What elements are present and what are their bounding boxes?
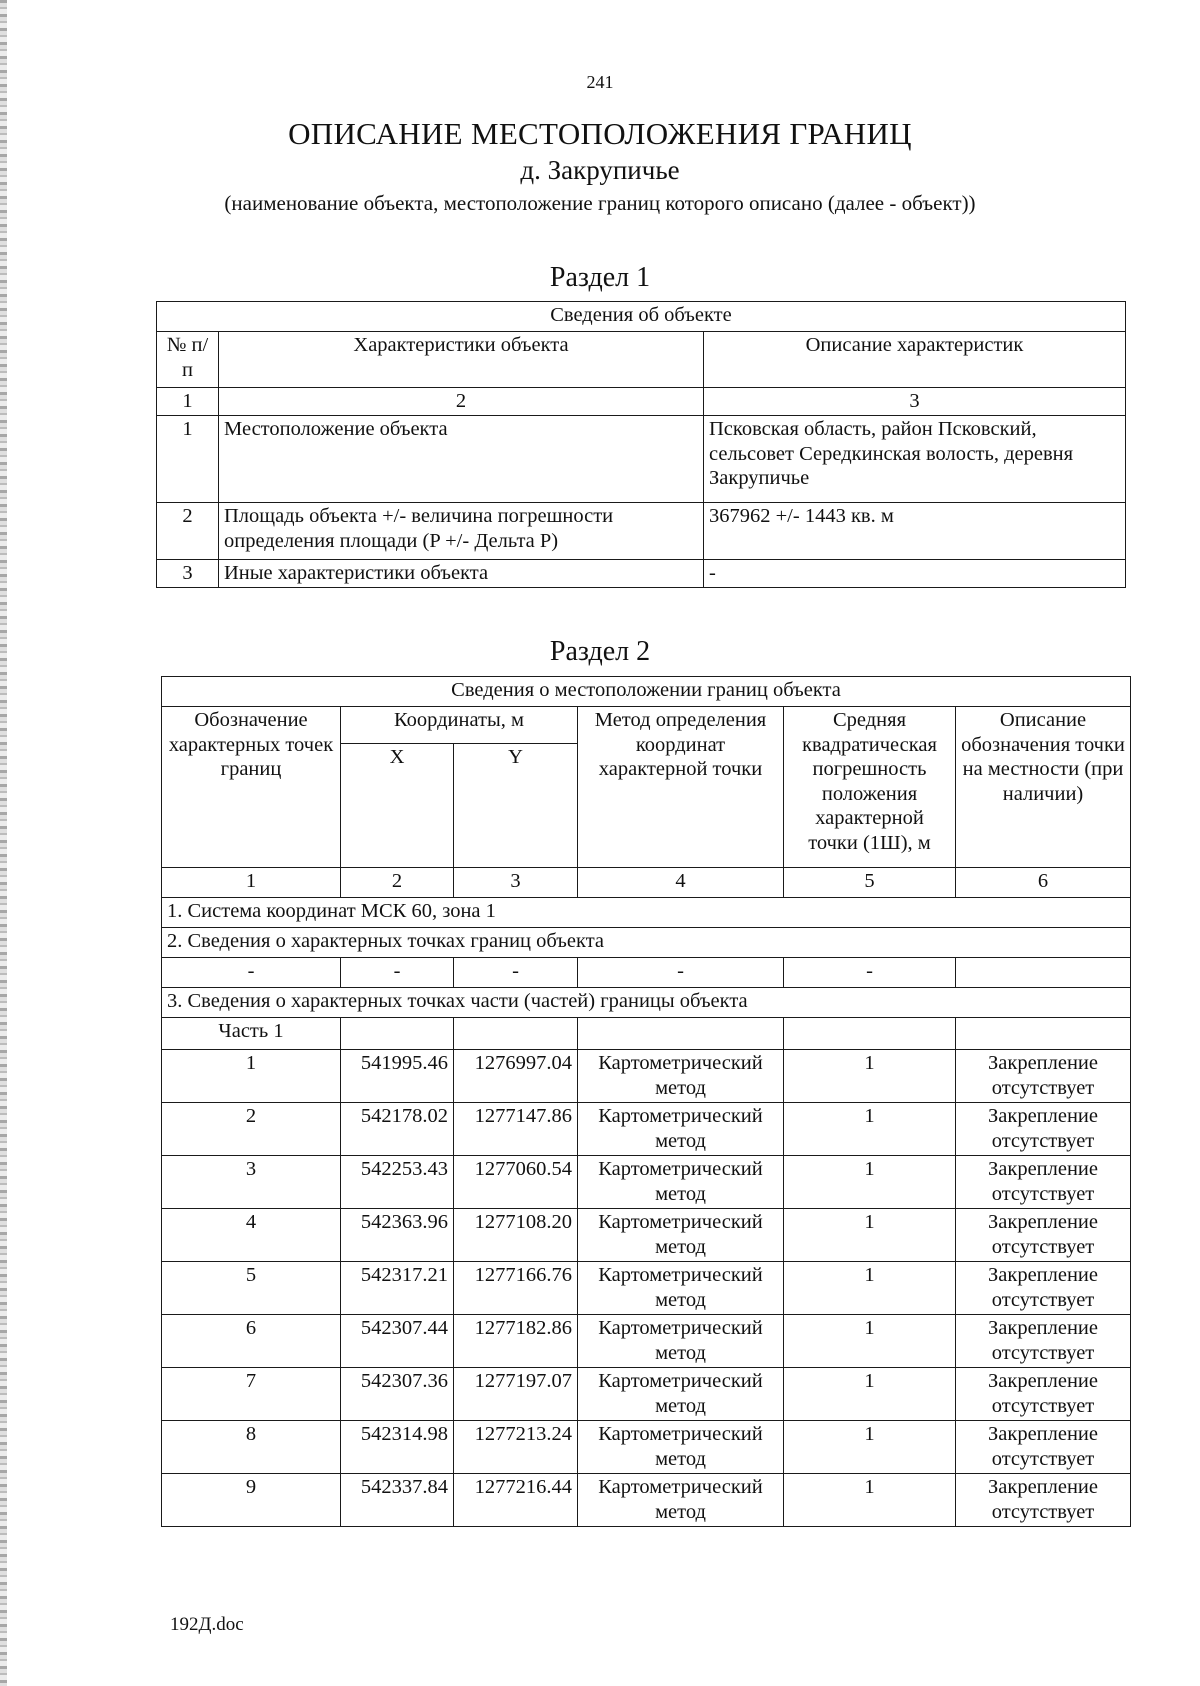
coord-y: 1277213.24 bbox=[454, 1421, 578, 1474]
marking-cell: Закрепление отсутствует bbox=[956, 1050, 1131, 1103]
point-number: 6 bbox=[162, 1315, 341, 1368]
coordinate-system-row: 1. Система координат МСК 60, зона 1 bbox=[162, 898, 1131, 928]
column-number: 1 bbox=[162, 868, 341, 898]
coord-y: 1277197.07 bbox=[454, 1368, 578, 1421]
error-cell: 1 bbox=[784, 1368, 956, 1421]
marking-cell: Закрепление отсутствует bbox=[956, 1474, 1131, 1527]
header-error: Средняя квадратическая погрешность положения характерной точки (1Ш), м bbox=[784, 707, 956, 868]
table-row bbox=[162, 1156, 1131, 1209]
column-number: 3 bbox=[704, 388, 1126, 416]
method-cell: Картометрический метод bbox=[578, 1421, 784, 1474]
coord-x: 542363.96 bbox=[341, 1209, 454, 1262]
empty-cell bbox=[341, 1018, 454, 1050]
table-row bbox=[162, 1474, 1131, 1527]
coord-x: 542253.43 bbox=[341, 1156, 454, 1209]
table-row bbox=[162, 1315, 1131, 1368]
point-number: 4 bbox=[162, 1209, 341, 1262]
row-num: 1 bbox=[157, 416, 219, 503]
table-row bbox=[157, 416, 1126, 503]
empty-cell bbox=[784, 1018, 956, 1050]
marking-cell: Закрепление отсутствует bbox=[956, 1262, 1131, 1315]
point-number: 2 bbox=[162, 1103, 341, 1156]
table-row bbox=[162, 1209, 1131, 1262]
point-number: 8 bbox=[162, 1421, 341, 1474]
error-cell: 1 bbox=[784, 1209, 956, 1262]
row-num: 2 bbox=[157, 503, 219, 560]
method-cell: Картометрический метод bbox=[578, 1156, 784, 1209]
coord-y: 1277216.44 bbox=[454, 1474, 578, 1527]
point-number: 1 bbox=[162, 1050, 341, 1103]
coord-x: 542337.84 bbox=[341, 1474, 454, 1527]
column-number: 5 bbox=[784, 868, 956, 898]
coord-x: 541995.46 bbox=[341, 1050, 454, 1103]
column-number: 3 bbox=[454, 868, 578, 898]
table-row bbox=[162, 1262, 1131, 1315]
method-cell: Картометрический метод bbox=[578, 1262, 784, 1315]
document-subtitle: д. Закрупичье bbox=[520, 155, 680, 185]
column-number: 6 bbox=[956, 868, 1131, 898]
row-description: - bbox=[704, 560, 1126, 588]
points-header-row: 2. Сведения о характерных точках границ объекта bbox=[162, 928, 1131, 958]
table2-title: Сведения о местоположении границ объекта bbox=[162, 677, 1131, 707]
error-cell: 1 bbox=[784, 1315, 956, 1368]
column-number: 1 bbox=[157, 388, 219, 416]
table-row bbox=[157, 503, 1126, 560]
coord-y: 1277147.86 bbox=[454, 1103, 578, 1156]
header-marking: Описание обозначения точки на местности (при наличии) bbox=[956, 707, 1131, 868]
table-row bbox=[162, 1050, 1131, 1103]
table-row bbox=[162, 1103, 1131, 1156]
error-cell: 1 bbox=[784, 1050, 956, 1103]
empty-cell bbox=[578, 1018, 784, 1050]
row-description: 367962 +/- 1443 кв. м bbox=[704, 503, 1126, 560]
row-num: 3 bbox=[157, 560, 219, 588]
marking-cell: Закрепление отсутствует bbox=[956, 1315, 1131, 1368]
coord-x: 542307.44 bbox=[341, 1315, 454, 1368]
coord-x: 542307.36 bbox=[341, 1368, 454, 1421]
error-cell: 1 bbox=[784, 1156, 956, 1209]
coord-x: 542314.98 bbox=[341, 1421, 454, 1474]
document-title: ОПИСАНИЕ МЕСТОПОЛОЖЕНИЯ ГРАНИЦ bbox=[288, 116, 912, 151]
point-number: 3 bbox=[162, 1156, 341, 1209]
error-cell: 1 bbox=[784, 1474, 956, 1527]
row-characteristic: Иные характеристики объекта bbox=[219, 560, 704, 588]
dash-cell: - bbox=[578, 958, 784, 988]
row-characteristic: Площадь объекта +/- величина погрешности определения площади (P +/- Дельта P) bbox=[219, 503, 704, 560]
table-row bbox=[162, 1368, 1131, 1421]
header-method: Метод определения координат характерной точки bbox=[578, 707, 784, 868]
method-cell: Картометрический метод bbox=[578, 1209, 784, 1262]
document-caption: (наименование объекта, местоположение границ которого описано (далее - объект)) bbox=[224, 191, 976, 215]
dash-cell: - bbox=[162, 958, 341, 988]
header-point: Обозначение характерных точек границ bbox=[162, 707, 341, 868]
error-cell: 1 bbox=[784, 1421, 956, 1474]
header-characteristic: Характеристики объекта bbox=[219, 332, 704, 388]
coord-y: 1277108.20 bbox=[454, 1209, 578, 1262]
coord-y: 1277060.54 bbox=[454, 1156, 578, 1209]
coord-y: 1276997.04 bbox=[454, 1050, 578, 1103]
coord-x: 542178.02 bbox=[341, 1103, 454, 1156]
column-number: 2 bbox=[219, 388, 704, 416]
marking-cell: Закрепление отсутствует bbox=[956, 1368, 1131, 1421]
marking-cell: Закрепление отсутствует bbox=[956, 1103, 1131, 1156]
column-number: 2 bbox=[341, 868, 454, 898]
dash-cell: - bbox=[784, 958, 956, 988]
page-number: 241 bbox=[586, 72, 614, 92]
header-num: № п/п bbox=[157, 332, 219, 388]
object-info-table bbox=[156, 301, 1126, 588]
row-description: Псковская область, район Псковский, сельсовет Середкинская волость, деревня Закрупичье bbox=[704, 416, 1126, 503]
method-cell: Картометрический метод bbox=[578, 1103, 784, 1156]
section1-heading: Раздел 1 bbox=[549, 262, 651, 293]
marking-cell: Закрепление отсутствует bbox=[956, 1209, 1131, 1262]
part-label: Часть 1 bbox=[162, 1018, 341, 1050]
table-row bbox=[162, 958, 1131, 988]
section2-heading: Раздел 2 bbox=[549, 636, 651, 667]
footer-filename: 192Д.doc bbox=[170, 1614, 244, 1635]
table-row bbox=[162, 1421, 1131, 1474]
marking-cell: Закрепление отсутствует bbox=[956, 1156, 1131, 1209]
header-y: Y bbox=[454, 744, 578, 868]
table-row bbox=[157, 560, 1126, 588]
points-body bbox=[162, 1050, 1131, 1527]
dash-cell: - bbox=[341, 958, 454, 988]
method-cell: Картометрический метод bbox=[578, 1474, 784, 1527]
marking-cell: Закрепление отсутствует bbox=[956, 1421, 1131, 1474]
scan-edge bbox=[0, 0, 7, 1686]
method-cell: Картометрический метод bbox=[578, 1050, 784, 1103]
header-description: Описание характеристик bbox=[704, 332, 1126, 388]
coord-y: 1277166.76 bbox=[454, 1262, 578, 1315]
coord-x: 542317.21 bbox=[341, 1262, 454, 1315]
point-number: 7 bbox=[162, 1368, 341, 1421]
coord-y: 1277182.86 bbox=[454, 1315, 578, 1368]
empty-cell bbox=[454, 1018, 578, 1050]
method-cell: Картометрический метод bbox=[578, 1315, 784, 1368]
header-coords: Координаты, м bbox=[341, 707, 578, 744]
empty-cell bbox=[956, 1018, 1131, 1050]
parts-header-row: 3. Сведения о характерных точках части (частей) границы объекта bbox=[162, 988, 1131, 1018]
boundary-points-table bbox=[161, 676, 1131, 1527]
table1-title: Сведения об объекте bbox=[157, 302, 1126, 332]
error-cell: 1 bbox=[784, 1262, 956, 1315]
header-x: X bbox=[341, 744, 454, 868]
point-number: 9 bbox=[162, 1474, 341, 1527]
dash-cell: - bbox=[454, 958, 578, 988]
dash-cell bbox=[956, 958, 1131, 988]
row-characteristic: Местоположение объекта bbox=[219, 416, 704, 503]
error-cell: 1 bbox=[784, 1103, 956, 1156]
point-number: 5 bbox=[162, 1262, 341, 1315]
column-number: 4 bbox=[578, 868, 784, 898]
method-cell: Картометрический метод bbox=[578, 1368, 784, 1421]
